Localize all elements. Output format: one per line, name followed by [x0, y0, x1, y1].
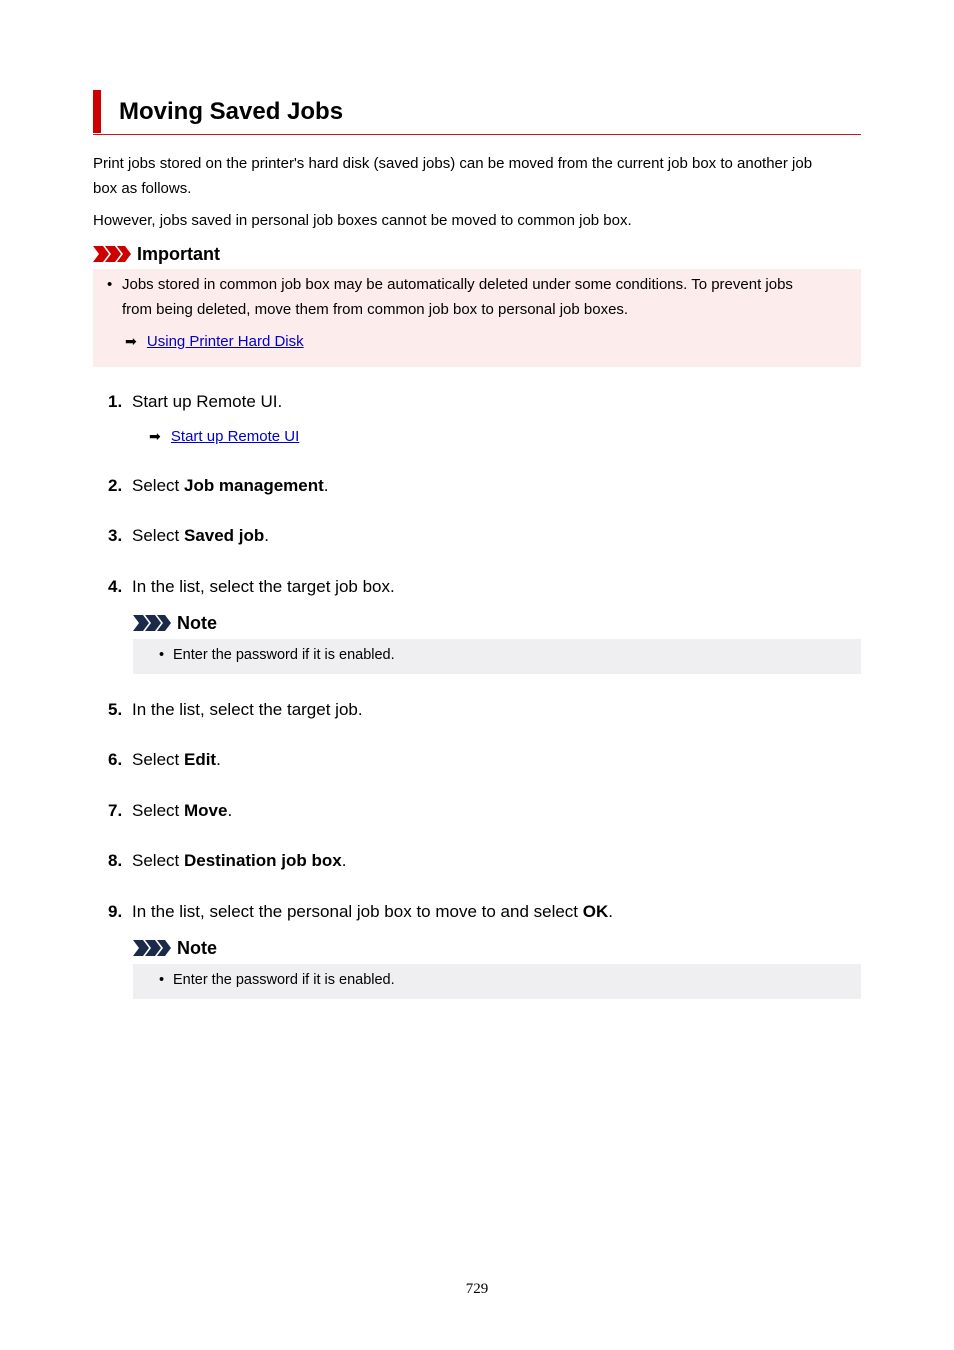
- step-text-bold: Move: [183, 801, 228, 820]
- step-1: [108, 391, 282, 413]
- step-number: 5.: [108, 700, 123, 719]
- note-text: Enter the password if it is enabled.: [173, 647, 395, 663]
- step-7: [108, 800, 232, 822]
- title-accent-bar: [93, 90, 101, 133]
- title-section: [93, 90, 861, 135]
- step-text-post: .: [323, 476, 329, 495]
- step-2: [108, 475, 329, 497]
- important-bullet: [107, 272, 793, 322]
- step-4: [108, 576, 395, 598]
- step-number: 4.: [108, 577, 123, 596]
- step-text-pre: Select: [132, 476, 184, 495]
- step-1-link-row: [149, 424, 299, 449]
- step-text-post: .: [608, 902, 613, 921]
- step-5: [108, 699, 363, 721]
- bullet-icon: •: [159, 972, 165, 988]
- step-text-post: .: [264, 526, 270, 545]
- intro-line-2: box as follows.: [93, 180, 192, 197]
- bullet-icon: •: [107, 276, 113, 293]
- page-title: Moving Saved Jobs: [119, 98, 344, 125]
- link-using-printer-hard-disk[interactable]: Using Printer Hard Disk: [146, 333, 304, 350]
- bullet-icon: •: [159, 647, 165, 663]
- step-number: 3.: [108, 526, 123, 545]
- step-text-pre: Select: [132, 526, 184, 545]
- note-icon: [133, 615, 173, 631]
- step-3: [108, 525, 269, 547]
- important-link-row: [125, 329, 304, 354]
- step-number: 9.: [108, 902, 123, 921]
- note-text: Enter the password if it is enabled.: [173, 972, 395, 988]
- step-text-bold: Edit: [183, 750, 217, 769]
- step-number: 2.: [108, 476, 123, 495]
- step-number: 1.: [108, 392, 123, 411]
- step-text: In the list, select the target job.: [132, 700, 363, 719]
- step-text-pre: Select: [132, 801, 184, 820]
- note-heading: [133, 937, 217, 959]
- step-text-bold: Destination job box: [183, 851, 342, 870]
- step-9: [108, 901, 613, 923]
- step-text-post: .: [216, 750, 221, 769]
- important-heading: [93, 243, 220, 265]
- step-text-bold: Job management: [183, 476, 324, 495]
- intro-line-1: Print jobs stored on the printer's hard disk (saved jobs) can be moved from the current job box to another job: [93, 155, 813, 172]
- step-text-pre: Select: [132, 750, 184, 769]
- step-number: 7.: [108, 801, 123, 820]
- important-bullet-line-2: from being deleted, move them from common job box to personal job boxes.: [122, 301, 629, 318]
- note-label: Note: [177, 612, 217, 633]
- step-6: [108, 749, 221, 771]
- important-icon: [93, 246, 133, 262]
- step-text-bold: OK: [582, 902, 609, 921]
- step-text-pre: Select: [132, 851, 184, 870]
- important-bullet-line-1: Jobs stored in common job box may be automatically deleted under some conditions. To prevent jobs: [122, 276, 793, 293]
- step-text-post: .: [227, 801, 233, 820]
- step-text-bold: Saved job: [183, 526, 265, 545]
- link-start-up-remote-ui[interactable]: Start up Remote UI: [170, 428, 300, 445]
- arrow-right-icon: ➡: [125, 333, 137, 349]
- arrow-right-icon: ➡: [149, 428, 161, 444]
- step-text: Start up Remote UI.: [132, 392, 283, 411]
- intro-line-3: However, jobs saved in personal job boxes cannot be moved to common job box.: [93, 212, 632, 229]
- note-box: [133, 964, 861, 999]
- step-text-post: .: [341, 851, 347, 870]
- page-number: 729: [465, 1281, 489, 1297]
- note-label: Note: [177, 937, 217, 958]
- step-text-pre: In the list, select the personal job box to move to and select: [132, 902, 583, 921]
- step-8: [108, 850, 346, 872]
- note-box: [133, 639, 861, 674]
- step-number: 8.: [108, 851, 123, 870]
- note-bullet: [159, 643, 395, 668]
- important-box: [93, 269, 861, 367]
- important-label: Important: [137, 243, 220, 264]
- step-text: In the list, select the target job box.: [132, 577, 395, 596]
- step-number: 6.: [108, 750, 123, 769]
- note-heading: [133, 612, 217, 634]
- note-bullet: [159, 968, 395, 993]
- note-icon: [133, 940, 173, 956]
